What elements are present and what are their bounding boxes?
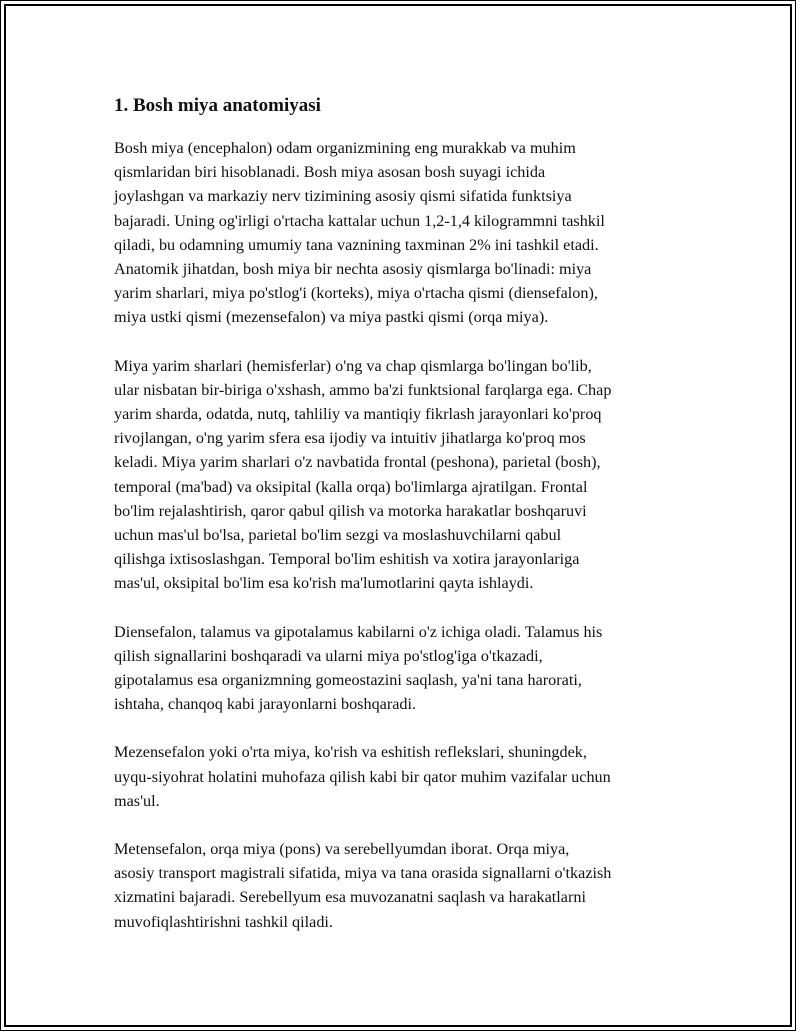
paragraph-hemispheres: Miya yarim sharlari (hemisferlar) o'ng va chap qismlarga bo'lingan bo'lib, ular nisbatan bir-biriga o'xshash, ammo ba'zi funktsional farqlarga ega. Chap yarim sharda, odatda, nutq, tahliliy va mantiqiy fikrlash jarayonlari ko'proq rivojlangan, o'ng yarim sfera esa ijodiy va intuitiv jihatlarga ko'proq mos keladi. Miya yarim sharlari o'z navbatida frontal (peshona), parietal (bosh), temporal (ma'bad) va oksipital (kalla orqa) bo'limlarga ajratilgan. Frontal bo'lim rejalashtirish, qaror qabul qilish va motorka harakatlar boshqaruvi uchun mas'ul bo'lsa, parietal bo'lim sezgi va moslashuvchilarni qabul qilishga ixtisoslashgan. Temporal bo'lim eshitish va xotira jarayonlariga mas'ul, oksipital bo'lim esa ko'rish ma'lumotlarini qayta ishlaydi.: [114, 356, 612, 593]
paragraph-mesencephalon: Mezensefalon yoki o'rta miya, ko'rish va eshitish reflekslari, shuningdek, uyqu-siyohrat holatini muhofaza qilish kabi bir qator muhim vazifalar uchun mas'ul.: [114, 743, 611, 810]
paragraph-diencephalon: Diensefalon, talamus va gipotalamus kabilarni o'z ichiga oladi. Talamus his qilish signallarini boshqaradi va ularni miya po'stlog'iga o'tkazadi, gipotalamus esa organizmning gomeostazini saqlash, ya'ni tana harorati, ishtaha, chanqoq kabi jarayonlarni boshqaradi.: [114, 622, 603, 714]
document-body: [114, 92, 704, 958]
paragraph-intro: Bosh miya (encephalon) odam organizmining eng murakkab va muhim qismlaridan biri hisoblanadi. Bosh miya asosan bosh suyagi ichida joylashgan va markaziy nerv tizimining asosiy qismi sifatida funktsiya bajaradi. Uning og'irligi o'rtacha kattalar uchun 1,2-1,4 kilogrammni tashkil qiladi, bu odamning umumiy tana vaznining taxminan 2% ini tashkil etadi. Anatomik jihatdan, bosh miya bir nechta asosiy qismlarga bo'linadi: miya yarim sharlari, miya po'stlog'i (korteks), miya o'rtacha qismi (diensefalon), miya ustki qismi (mezensefalon) va miya pastki qismi (orqa miya).: [114, 139, 605, 327]
paragraph-metencephalon: Metensefalon, orqa miya (pons) va serebellyumdan iborat. Orqa miya, asosiy transport magistrali sifatida, miya va tana orasida signallarni o'tkazish xizmatini bajaradi. Serebellyum esa muvozanatni saqlash va harakatlarni muvofiqlashtirishni tashkil qiladi.: [114, 840, 612, 931]
section-heading: 1. Bosh miya anatomiyasi: [114, 95, 321, 116]
